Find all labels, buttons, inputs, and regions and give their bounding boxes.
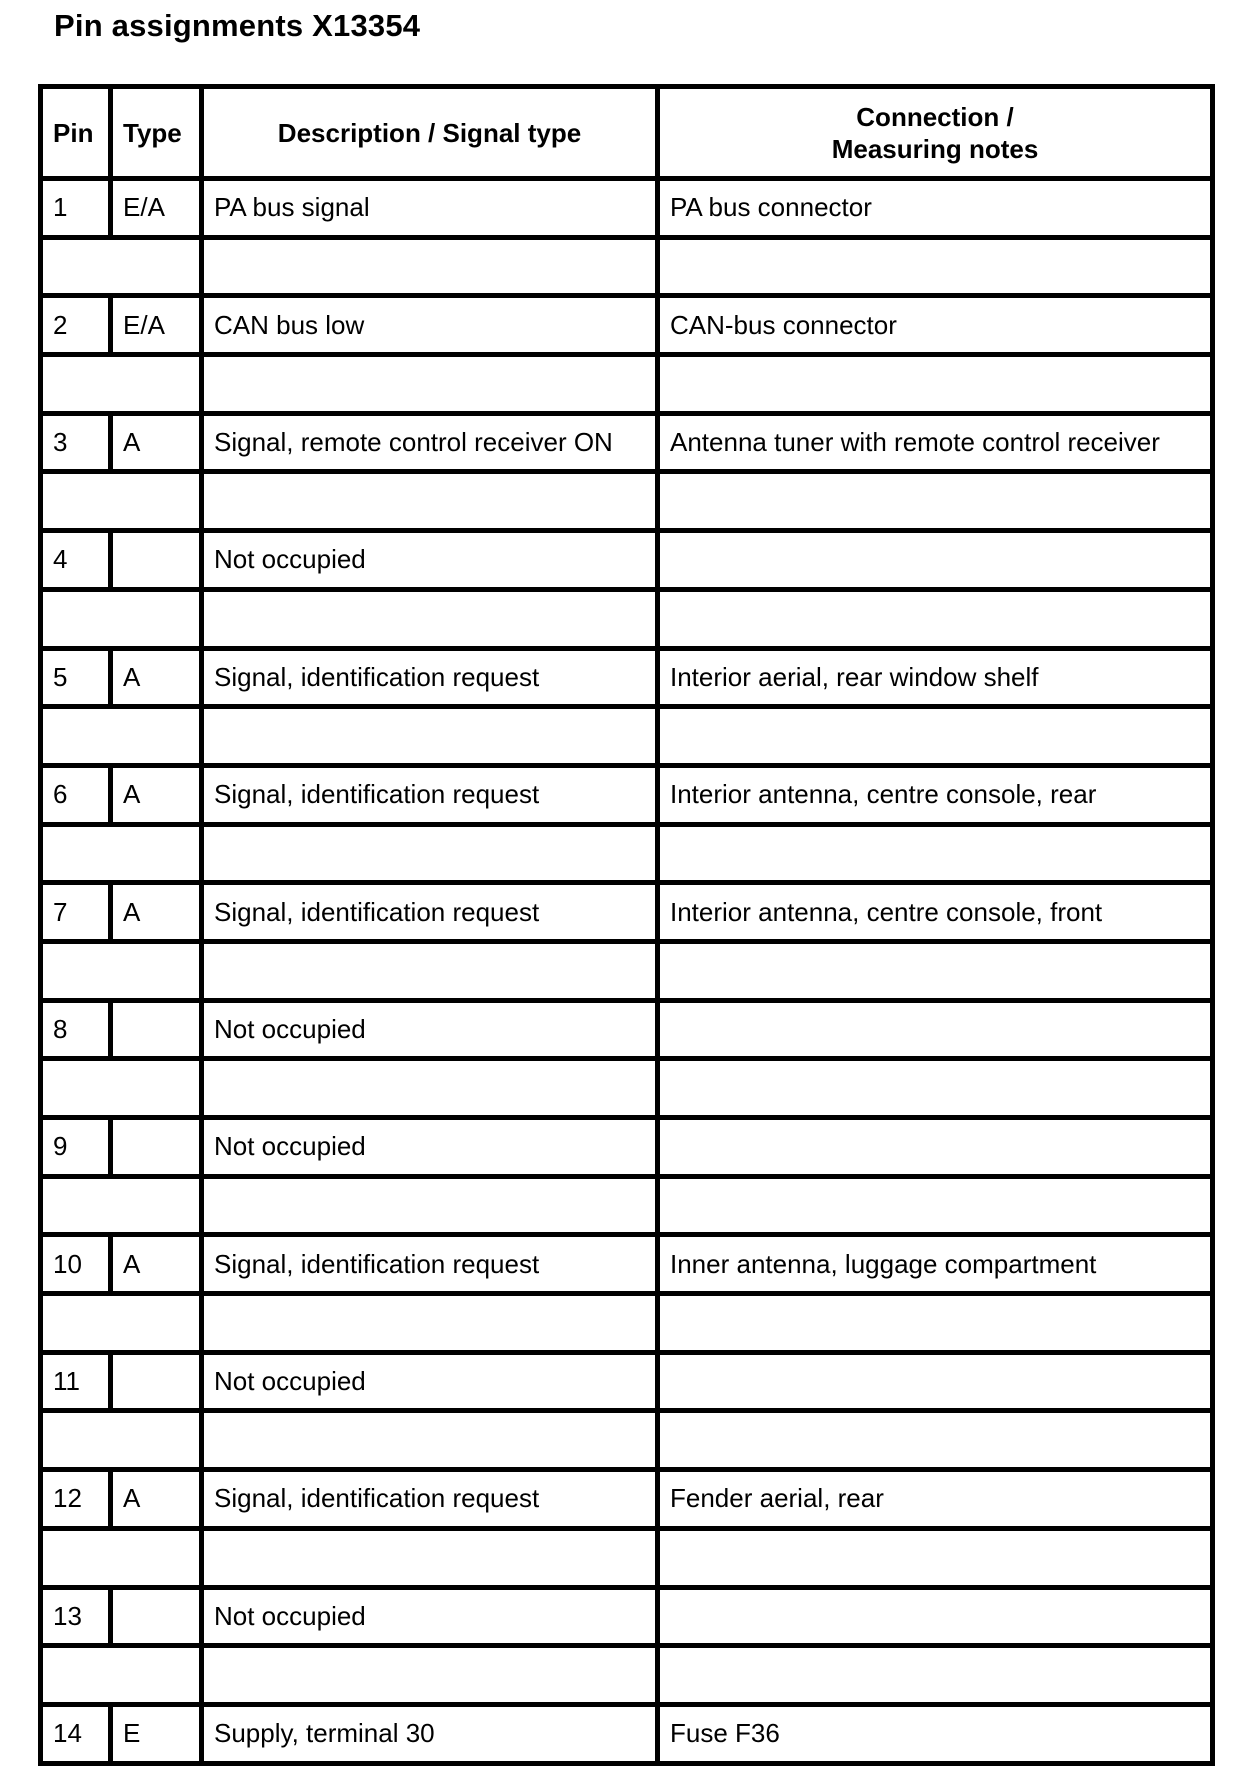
cell-pin: 9	[41, 1118, 111, 1177]
header-connection	[658, 87, 1213, 179]
table-row	[41, 1470, 1213, 1529]
cell-pin: 1	[41, 179, 111, 238]
cell-description: Not occupied	[202, 1000, 658, 1059]
spacer-cell	[41, 941, 202, 1000]
cell-connection: Antenna tuner with remote control receiver	[658, 413, 1213, 472]
cell-connection: Fender aerial, rear	[658, 1470, 1213, 1529]
spacer-cell	[202, 941, 658, 1000]
cell-pin: 13	[41, 1587, 111, 1646]
spacer-row	[41, 1646, 1213, 1705]
cell-pin: 6	[41, 765, 111, 824]
cell-pin: 11	[41, 1352, 111, 1411]
spacer-row	[41, 589, 1213, 648]
spacer-cell	[202, 1411, 658, 1470]
table-header-row	[41, 87, 1213, 179]
cell-type	[111, 1118, 202, 1177]
table-row	[41, 648, 1213, 707]
cell-connection: Fuse F36	[658, 1704, 1213, 1763]
spacer-cell	[41, 1528, 202, 1587]
pin-assignment-table	[38, 84, 1215, 1766]
spacer-cell	[41, 237, 202, 296]
cell-type: A	[111, 1235, 202, 1294]
cell-connection: Inner antenna, luggage compartment	[658, 1235, 1213, 1294]
spacer-row	[41, 1528, 1213, 1587]
cell-pin: 7	[41, 883, 111, 942]
cell-description: Signal, identification request	[202, 765, 658, 824]
cell-type	[111, 531, 202, 590]
cell-type: E	[111, 1704, 202, 1763]
spacer-cell	[202, 1059, 658, 1118]
cell-description: Not occupied	[202, 1118, 658, 1177]
table-row	[41, 883, 1213, 942]
cell-connection: Interior antenna, centre console, front	[658, 883, 1213, 942]
header-connection-line1: Connection /	[856, 101, 1014, 132]
spacer-cell	[658, 1528, 1213, 1587]
spacer-cell	[202, 237, 658, 296]
cell-type	[111, 1352, 202, 1411]
spacer-row	[41, 472, 1213, 531]
spacer-cell	[41, 355, 202, 414]
cell-type	[111, 1000, 202, 1059]
cell-description: CAN bus low	[202, 296, 658, 355]
cell-description: Signal, identification request	[202, 883, 658, 942]
cell-type: A	[111, 883, 202, 942]
cell-type: A	[111, 1470, 202, 1529]
spacer-cell	[41, 472, 202, 531]
header-type: Type	[111, 87, 202, 179]
table-row	[41, 179, 1213, 238]
cell-pin: 5	[41, 648, 111, 707]
spacer-cell	[658, 237, 1213, 296]
spacer-cell	[202, 707, 658, 766]
cell-description: Not occupied	[202, 1352, 658, 1411]
table-row	[41, 413, 1213, 472]
cell-connection	[658, 1118, 1213, 1177]
spacer-cell	[202, 1528, 658, 1587]
cell-description: Not occupied	[202, 531, 658, 590]
cell-description: Supply, terminal 30	[202, 1704, 658, 1763]
spacer-cell	[41, 1059, 202, 1118]
spacer-row	[41, 824, 1213, 883]
spacer-cell	[41, 824, 202, 883]
spacer-cell	[202, 1646, 658, 1705]
spacer-cell	[202, 472, 658, 531]
spacer-cell	[658, 1294, 1213, 1353]
table-row	[41, 531, 1213, 590]
spacer-cell	[658, 824, 1213, 883]
table-row	[41, 1000, 1213, 1059]
cell-connection: Interior antenna, centre console, rear	[658, 765, 1213, 824]
spacer-row	[41, 1411, 1213, 1470]
spacer-cell	[202, 1294, 658, 1353]
spacer-row	[41, 1294, 1213, 1353]
spacer-row	[41, 1059, 1213, 1118]
header-pin: Pin	[41, 87, 111, 179]
table-row	[41, 296, 1213, 355]
cell-type	[111, 1587, 202, 1646]
page-title: Pin assignments X13354	[54, 8, 421, 43]
spacer-cell	[41, 1411, 202, 1470]
cell-connection	[658, 1352, 1213, 1411]
cell-connection: PA bus connector	[658, 179, 1213, 238]
cell-pin: 2	[41, 296, 111, 355]
spacer-cell	[41, 707, 202, 766]
cell-connection	[658, 1587, 1213, 1646]
spacer-cell	[658, 1176, 1213, 1235]
table-row	[41, 1352, 1213, 1411]
cell-description: Signal, identification request	[202, 648, 658, 707]
spacer-cell	[658, 1646, 1213, 1705]
cell-pin: 14	[41, 1704, 111, 1763]
spacer-cell	[202, 824, 658, 883]
spacer-cell	[202, 355, 658, 414]
cell-description: Signal, identification request	[202, 1235, 658, 1294]
header-connection-line2: Measuring notes	[831, 133, 1039, 164]
header-description: Description / Signal type	[202, 87, 658, 179]
spacer-cell	[658, 472, 1213, 531]
cell-connection	[658, 531, 1213, 590]
cell-description: Signal, identification request	[202, 1470, 658, 1529]
cell-description: Signal, remote control receiver ON	[202, 413, 658, 472]
cell-pin: 10	[41, 1235, 111, 1294]
spacer-row	[41, 1176, 1213, 1235]
spacer-row	[41, 941, 1213, 1000]
cell-connection	[658, 1000, 1213, 1059]
cell-type: A	[111, 413, 202, 472]
spacer-cell	[41, 1294, 202, 1353]
spacer-cell	[658, 589, 1213, 648]
spacer-row	[41, 355, 1213, 414]
cell-description: Not occupied	[202, 1587, 658, 1646]
table-row	[41, 1118, 1213, 1177]
spacer-row	[41, 707, 1213, 766]
cell-connection: Interior aerial, rear window shelf	[658, 648, 1213, 707]
spacer-cell	[41, 589, 202, 648]
cell-type: A	[111, 765, 202, 824]
cell-pin: 4	[41, 531, 111, 590]
table-row	[41, 1587, 1213, 1646]
spacer-cell	[202, 1176, 658, 1235]
cell-type: E/A	[111, 179, 202, 238]
cell-pin: 3	[41, 413, 111, 472]
spacer-cell	[41, 1646, 202, 1705]
table-row	[41, 765, 1213, 824]
spacer-cell	[658, 1059, 1213, 1118]
table-row	[41, 1235, 1213, 1294]
spacer-cell	[658, 941, 1213, 1000]
cell-pin: 8	[41, 1000, 111, 1059]
spacer-cell	[41, 1176, 202, 1235]
cell-type: E/A	[111, 296, 202, 355]
cell-description: PA bus signal	[202, 179, 658, 238]
spacer-row	[41, 237, 1213, 296]
spacer-cell	[202, 589, 658, 648]
cell-connection: CAN-bus connector	[658, 296, 1213, 355]
spacer-cell	[658, 1411, 1213, 1470]
spacer-cell	[658, 707, 1213, 766]
cell-pin: 12	[41, 1470, 111, 1529]
spacer-cell	[658, 355, 1213, 414]
table-row	[41, 1704, 1213, 1763]
cell-type: A	[111, 648, 202, 707]
